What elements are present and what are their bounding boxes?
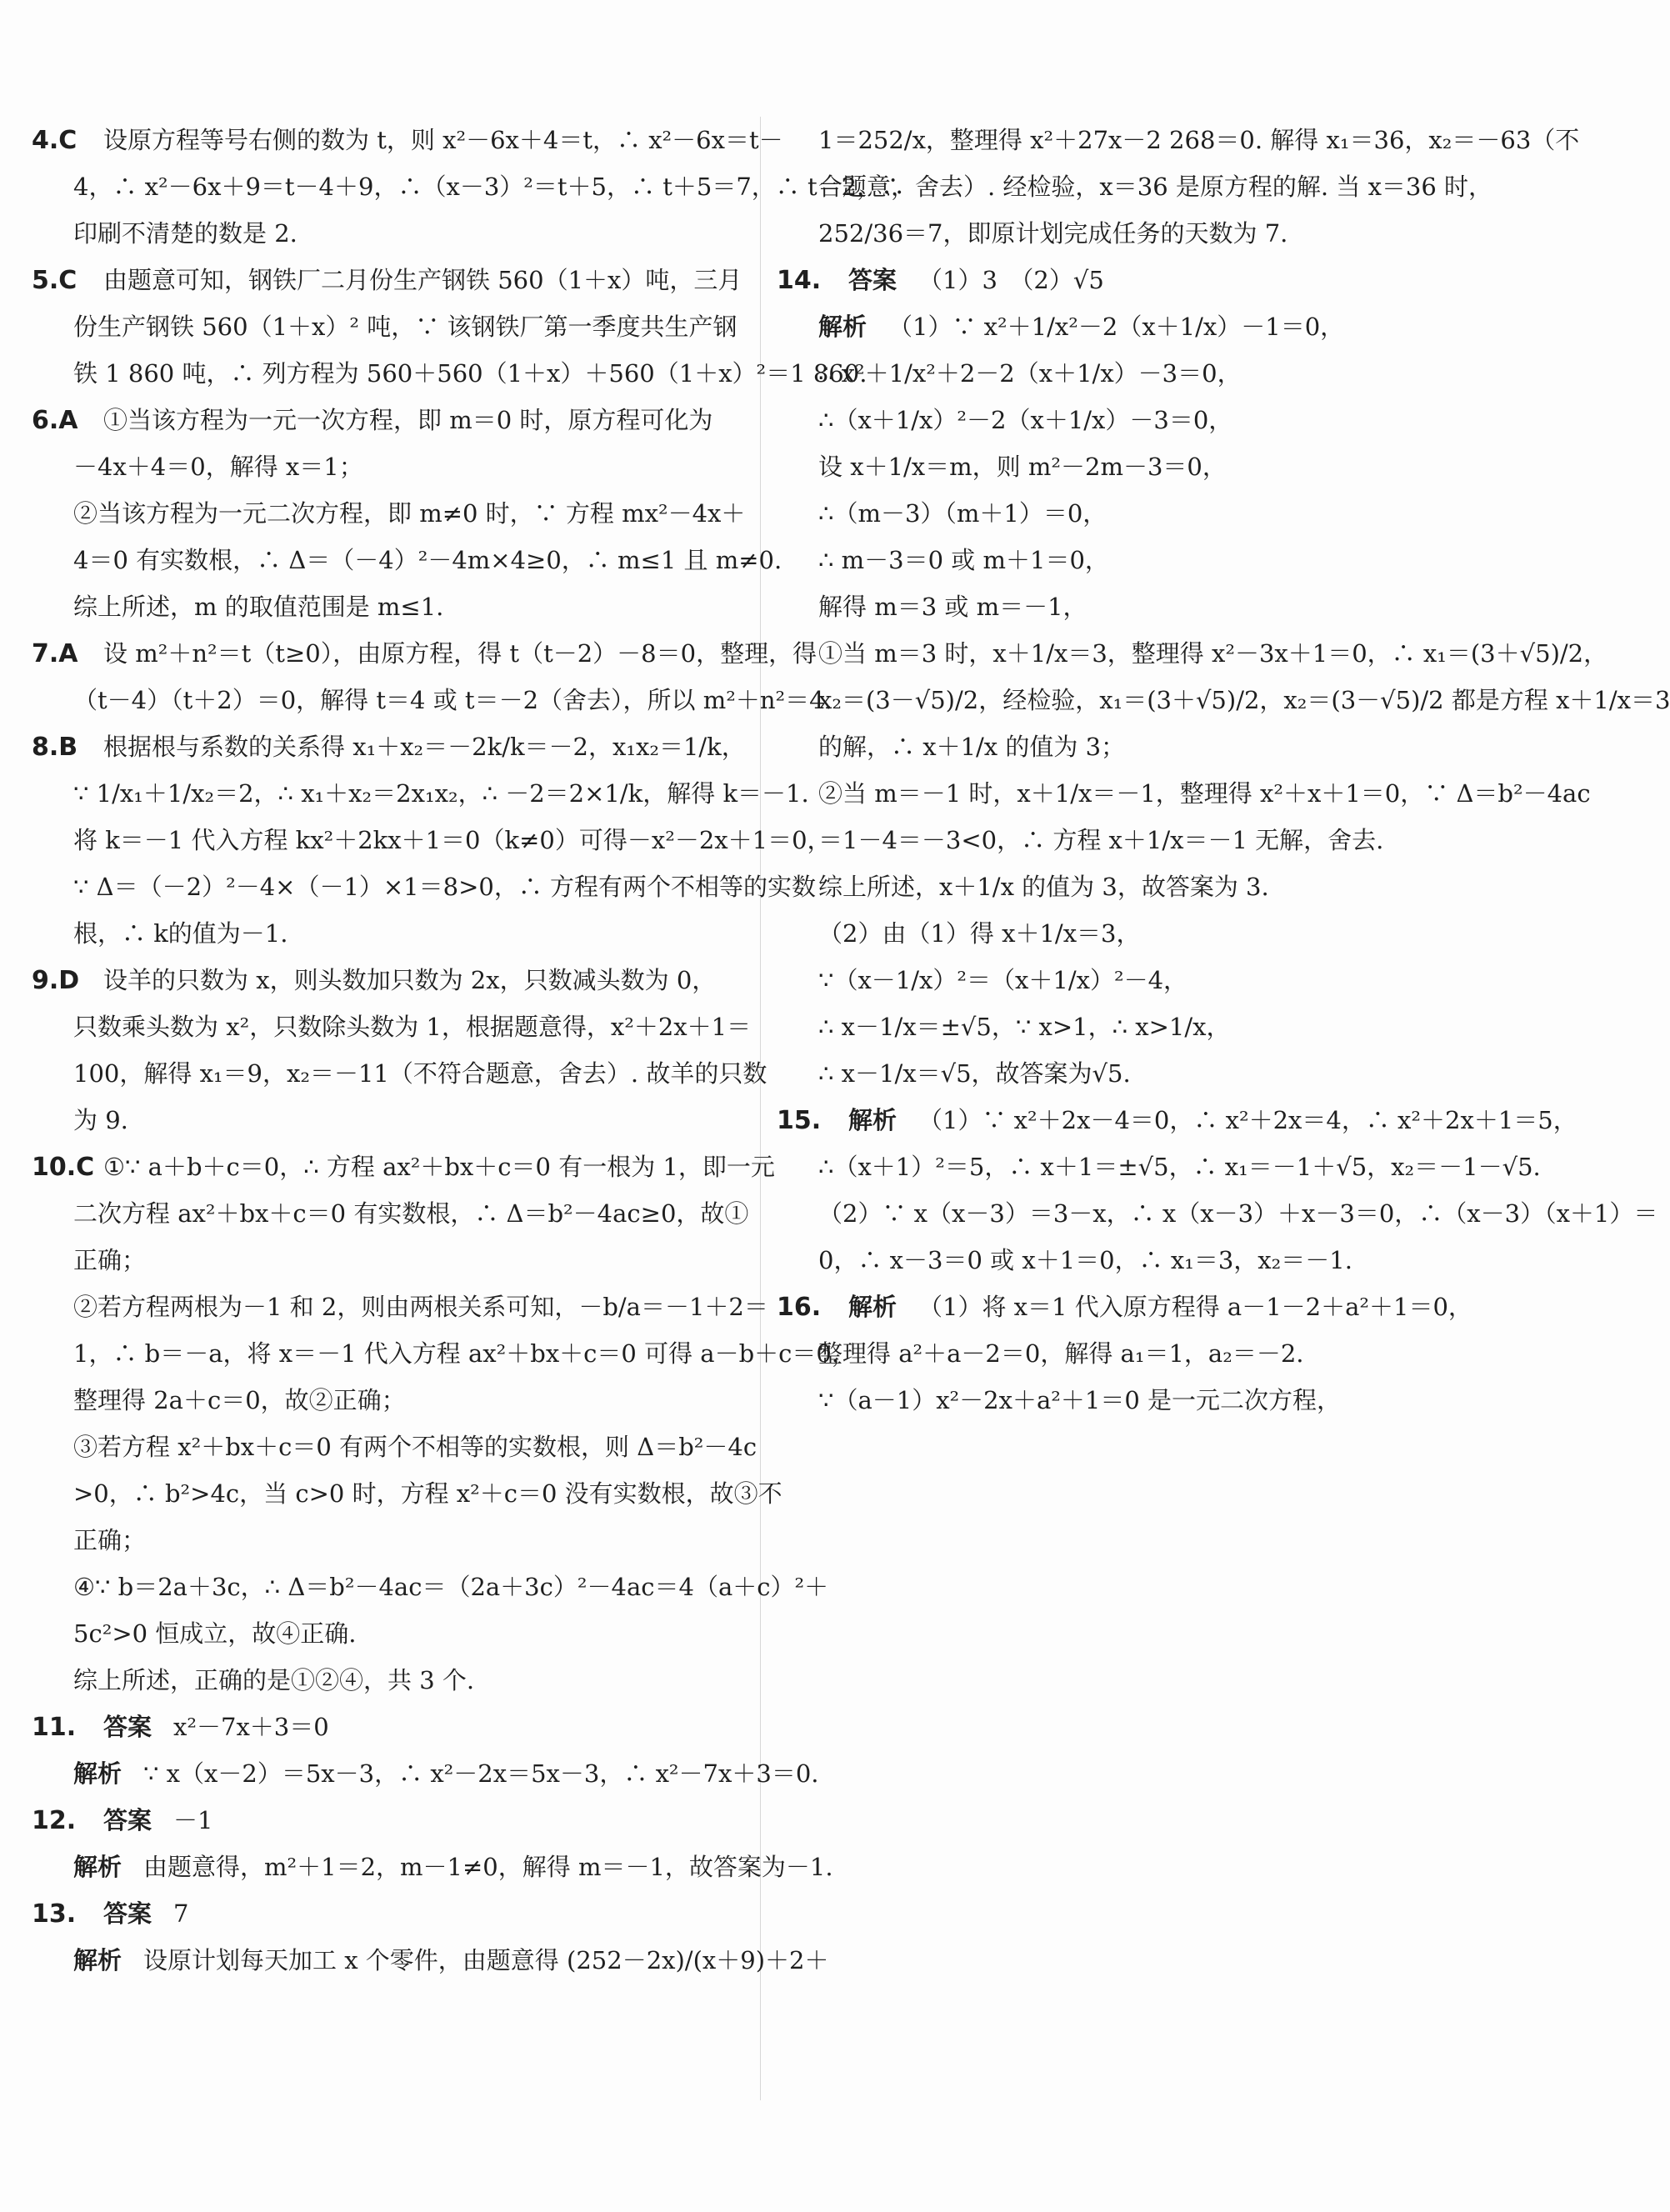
line-text: （1）∵ x²＋1/x²－2（x＋1/x）－1＝0， — [888, 313, 1345, 341]
answer-line — [32, 1470, 782, 1517]
answer-line — [32, 723, 747, 770]
line-text: 1，∴ b＝－a，将 x＝－1 代入方程 ax²＋bx＋c＝0 可得 a－b＋c＝0， — [73, 1339, 856, 1368]
answer-line — [777, 910, 1493, 957]
answer-line — [32, 1704, 747, 1750]
answer-line — [777, 1284, 1493, 1330]
answer-line — [777, 537, 1493, 583]
answer-line — [777, 443, 1493, 490]
line-text: 5c²>0 恒成立，故④正确. — [73, 1619, 357, 1648]
line-text: ②当 m＝－1 时，x＋1/x＝－1，整理得 x²＋x＋1＝0，∵ Δ＝b²－4ac — [818, 779, 1591, 808]
line-text: －1 — [173, 1806, 213, 1834]
answer-line — [777, 1003, 1493, 1050]
right-column — [777, 117, 1670, 1424]
line-text: （2）由（1）得 x＋1/x＝3， — [818, 919, 1141, 948]
line-text: 正确； — [73, 1526, 147, 1554]
line-text: ∴ x²＋1/x²＋2－2（x＋1/x）－3＝0， — [818, 359, 1242, 388]
line-text: ③若方程 x²＋bx＋c＝0 有两个不相等的实数根，则 Δ＝b²－4c — [73, 1433, 758, 1461]
line-text: 解得 m＝3 或 m＝－1， — [818, 593, 1088, 621]
answer-line — [32, 677, 832, 723]
section-label: 答案 — [848, 266, 898, 294]
line-text: ①当 m＝3 时，x＋1/x＝3，整理得 x²－3x＋1＝0，∴ x₁＝(3＋√5)/2， — [818, 639, 1608, 668]
line-text: ∴ x－1/x＝±√5，∵ x>1，∴ x>1/x， — [818, 1013, 1231, 1041]
line-text: ②当该方程为一元二次方程，即 m≠0 时，∵ 方程 mx²－4x＋ — [73, 499, 746, 528]
answer-line — [32, 1190, 747, 1237]
line-text: 设羊的只数为 x，则头数加只数为 2x，只数减头数为 0， — [103, 966, 717, 994]
answer-line — [32, 1750, 819, 1797]
answer-line — [777, 723, 1493, 770]
line-text: ∴（x＋1/x）²－2（x＋1/x）－3＝0， — [818, 406, 1233, 434]
question-number: 10.C — [32, 1153, 95, 1182]
answer-line — [32, 1610, 747, 1657]
answer-line — [777, 117, 1580, 163]
question-number: 12. — [32, 1806, 77, 1835]
line-text: ＝1－4＝－3<0，∴ 方程 x＋1/x＝－1 无解，舍去. — [818, 826, 1384, 854]
section-label: 答案 — [103, 1899, 152, 1928]
line-text: ④∵ b＝2a＋3c，∴ Δ＝b²－4ac＝（2a＋3c）²－4ac＝4（a＋c）²＋ — [73, 1573, 829, 1601]
line-text: ∵（a－1）x²－2x＋a²＋1＝0 是一元二次方程， — [818, 1386, 1342, 1414]
answer-line — [32, 1844, 833, 1890]
answer-line — [32, 117, 783, 163]
line-text: ∵ 1/x₁＋1/x₂＝2，∴ x₁＋x₂＝2x₁x₂，∴ －2＝2×1/k，解得 k＝－1. — [73, 779, 809, 808]
answer-line — [32, 163, 906, 210]
answer-line — [777, 490, 1493, 537]
answer-line — [777, 630, 1608, 677]
line-text: 整理得 a²＋a－2＝0，解得 a₁＝1，a₂＝－2. — [818, 1339, 1304, 1368]
line-text: 印刷不清楚的数是 2. — [73, 219, 298, 248]
section-label: 解析 — [818, 313, 868, 341]
answer-line — [32, 537, 782, 583]
line-text: 的解，∴ x＋1/x 的值为 3； — [818, 733, 1126, 761]
line-text: 根，∴ k的值为－1. — [73, 919, 288, 948]
answer-line — [32, 1237, 747, 1284]
answer-line — [777, 817, 1493, 863]
answer-line — [777, 397, 1493, 443]
answer-line — [777, 1097, 1578, 1144]
line-text: ∴ x－1/x＝√5，故答案为√5. — [818, 1059, 1131, 1088]
answer-line — [777, 1144, 1541, 1190]
line-text: （t－4）（t＋2）＝0，解得 t＝4 或 t＝－2（舍去），所以 m²＋n²＝4. — [73, 686, 832, 714]
line-text: 合题意，舍去）. 经检验，x＝36 是原方程的解. 当 x＝36 时， — [818, 173, 1493, 201]
answer-line — [32, 910, 747, 957]
answer-line — [32, 350, 868, 397]
question-number: 9.D — [32, 966, 80, 995]
answer-line — [32, 1050, 768, 1097]
answer-line — [32, 1097, 747, 1144]
section-label: 解析 — [73, 1946, 122, 1974]
answer-line — [777, 303, 1493, 350]
line-text: 设 m²＋n²＝t（t≥0），由原方程，得 t（t－2）－8＝0，整理，得 — [103, 639, 818, 668]
answer-line — [32, 957, 747, 1003]
answer-line — [777, 210, 1493, 257]
question-number: 16. — [777, 1293, 822, 1322]
section-label: 解析 — [73, 1759, 122, 1788]
column-divider — [760, 117, 761, 2100]
line-text: >0，∴ b²>4c，当 c>0 时，方程 x²＋c＝0 没有实数根，故③不 — [73, 1479, 782, 1508]
section-label: 答案 — [103, 1806, 152, 1834]
line-text: （1）∵ x²＋2x－4＝0，∴ x²＋2x＝4，∴ x²＋2x＋1＝5， — [918, 1106, 1578, 1134]
line-text: 综上所述，m 的取值范围是 m≤1. — [73, 593, 444, 621]
line-text: ∵ Δ＝（－2）²－4×（－1）×1＝8>0，∴ 方程有两个不相等的实数 — [73, 873, 817, 901]
answer-line — [777, 1050, 1493, 1097]
answer-line — [32, 770, 809, 817]
answer-line — [32, 1517, 747, 1564]
question-number: 11. — [32, 1713, 77, 1742]
answer-line — [32, 1797, 747, 1844]
answer-line — [32, 817, 832, 863]
line-text: 二次方程 ax²＋bx＋c＝0 有实数根，∴ Δ＝b²－4ac≥0，故① — [73, 1199, 749, 1228]
line-text: 根据根与系数的关系得 x₁＋x₂＝－2k/k＝－2，x₁x₂＝1/k， — [103, 733, 746, 761]
answer-line — [777, 677, 1670, 723]
line-text: 设原方程等号右侧的数为 t，则 x²－6x＋4＝t，∴ x²－6x＝t－ — [103, 126, 783, 154]
line-text: （1）3 （2）√5 — [918, 266, 1104, 294]
answer-line — [32, 1330, 856, 1377]
line-text: 综上所述，x＋1/x 的值为 3，故答案为 3. — [818, 873, 1269, 901]
line-text: ∵（x－1/x）²＝（x＋1/x）²－4， — [818, 966, 1188, 994]
answer-line — [32, 397, 747, 443]
line-text: 0，∴ x－3＝0 或 x＋1＝0，∴ x₁＝3，x₂＝－1. — [818, 1246, 1352, 1274]
line-text: 综上所述，正确的是①②④，共 3 个. — [73, 1666, 475, 1694]
answer-line — [777, 1190, 1658, 1237]
answer-line — [32, 583, 747, 630]
answer-line — [32, 1937, 829, 1984]
answer-line — [32, 443, 747, 490]
line-text: 整理得 2a＋c＝0，故②正确； — [73, 1386, 406, 1414]
line-text: 7 — [173, 1899, 189, 1928]
line-text: ①∵ a＋b＋c＝0，∴ 方程 ax²＋bx＋c＝0 有一根为 1，即一元 — [103, 1153, 775, 1181]
answer-line — [32, 630, 818, 677]
line-text: 4＝0 有实数根，∴ Δ＝（－4）²－4m×4≥0，∴ m≤1 且 m≠0. — [73, 546, 782, 574]
line-text: 为 9. — [73, 1106, 128, 1134]
line-text: 只数乘头数为 x²，只数除头数为 1，根据题意得，x²＋2x＋1＝ — [73, 1013, 752, 1041]
answer-line — [32, 1657, 747, 1704]
question-number: 5.C — [32, 266, 78, 295]
line-text: －4x＋4＝0，解得 x＝1； — [73, 453, 363, 481]
answer-line — [32, 490, 747, 537]
answer-line — [777, 1237, 1493, 1284]
line-text: （2）∵ x（x－3）＝3－x，∴ x（x－3）＋x－3＝0，∴（x－3）（x＋1）＝ — [818, 1199, 1658, 1228]
answer-line — [32, 1424, 758, 1470]
answer-line — [777, 350, 1493, 397]
answer-line — [777, 1330, 1493, 1377]
answer-line — [777, 863, 1493, 910]
section-label: 解析 — [848, 1293, 898, 1321]
line-text: 1＝252/x，整理得 x²＋27x－2 268＝0. 解得 x₁＝36，x₂＝－63（不 — [818, 126, 1580, 154]
line-text: ②若方程两根为－1 和 2，则由两根关系可知，－b/a＝－1＋2＝ — [73, 1293, 768, 1321]
line-text: ∵ x（x－2）＝5x－3，∴ x²－2x＝5x－3，∴ x²－7x＋3＝0. — [143, 1759, 819, 1788]
line-text: 设原计划每天加工 x 个零件，由题意得 (252－2x)/(x＋9)＋2＋ — [143, 1946, 829, 1974]
answer-line — [32, 1284, 768, 1330]
question-number: 13. — [32, 1899, 77, 1929]
answer-line — [32, 210, 747, 257]
section-label: 解析 — [73, 1853, 122, 1881]
answer-line — [777, 770, 1591, 817]
question-number: 14. — [777, 266, 822, 295]
line-text: ∴（x＋1）²＝5，∴ x＋1＝±√5，∴ x₁＝－1＋√5，x₂＝－1－√5. — [818, 1153, 1541, 1181]
line-text: x²－7x＋3＝0 — [173, 1713, 329, 1741]
line-text: ①当该方程为一元一次方程，即 m＝0 时，原方程可化为 — [103, 406, 713, 434]
answer-line — [32, 1144, 775, 1190]
answer-line — [777, 583, 1493, 630]
line-text: 252/36＝7，即原计划完成任务的天数为 7. — [818, 219, 1288, 248]
line-text: 份生产钢铁 560（1＋x）² 吨，∵ 该钢铁厂第一季度共生产钢 — [73, 313, 738, 341]
question-number: 7.A — [32, 639, 78, 668]
question-number: 8.B — [32, 733, 78, 762]
answer-line — [32, 1564, 829, 1610]
answer-line — [777, 957, 1493, 1003]
answer-line — [32, 1890, 747, 1937]
section-label: 答案 — [103, 1713, 152, 1741]
line-text: x₂＝(3－√5)/2，经检验，x₁＝(3＋√5)/2，x₂＝(3－√5)/2 都是方程 x＋1/x＝3 — [818, 686, 1670, 714]
answer-line — [32, 1377, 747, 1424]
line-text: 由题意可知，钢铁厂二月份生产钢铁 560（1＋x）吨，三月 — [103, 266, 742, 294]
question-number: 6.A — [32, 406, 78, 435]
answer-line — [32, 863, 817, 910]
line-text: 正确； — [73, 1246, 147, 1274]
answer-line — [777, 1377, 1493, 1424]
line-text: （1）将 x＝1 代入原方程得 a－1－2＋a²＋1＝0， — [918, 1293, 1472, 1321]
line-text: 铁 1 860 吨，∴ 列方程为 560＋560（1＋x）＋560（1＋x）²＝1 860. — [73, 359, 868, 388]
line-text: 由题意得，m²＋1＝2，m－1≠0，解得 m＝－1，故答案为－1. — [143, 1853, 833, 1881]
line-text: 100，解得 x₁＝9，x₂＝－11（不符合题意，舍去）. 故羊的只数 — [73, 1059, 768, 1088]
answer-line — [32, 257, 747, 303]
answer-line — [777, 163, 1493, 210]
line-text: 4，∴ x²－6x＋9＝t－4＋9，∴（x－3）²＝t＋5，∴ t＋5＝7，∴ t＝2，∴ — [73, 173, 906, 201]
section-label: 解析 — [848, 1106, 898, 1134]
answer-line — [32, 1003, 752, 1050]
line-text: ∴（m－3）（m＋1）＝0， — [818, 499, 1108, 528]
question-number: 4.C — [32, 126, 78, 155]
answer-line — [32, 303, 747, 350]
question-number: 15. — [777, 1106, 822, 1135]
line-text: ∴ m－3＝0 或 m＋1＝0， — [818, 546, 1109, 574]
line-text: 将 k＝－1 代入方程 kx²＋2kx＋1＝0（k≠0）可得－x²－2x＋1＝0， — [73, 826, 832, 854]
answer-line — [777, 257, 1493, 303]
line-text: 设 x＋1/x＝m，则 m²－2m－3＝0， — [818, 453, 1227, 481]
